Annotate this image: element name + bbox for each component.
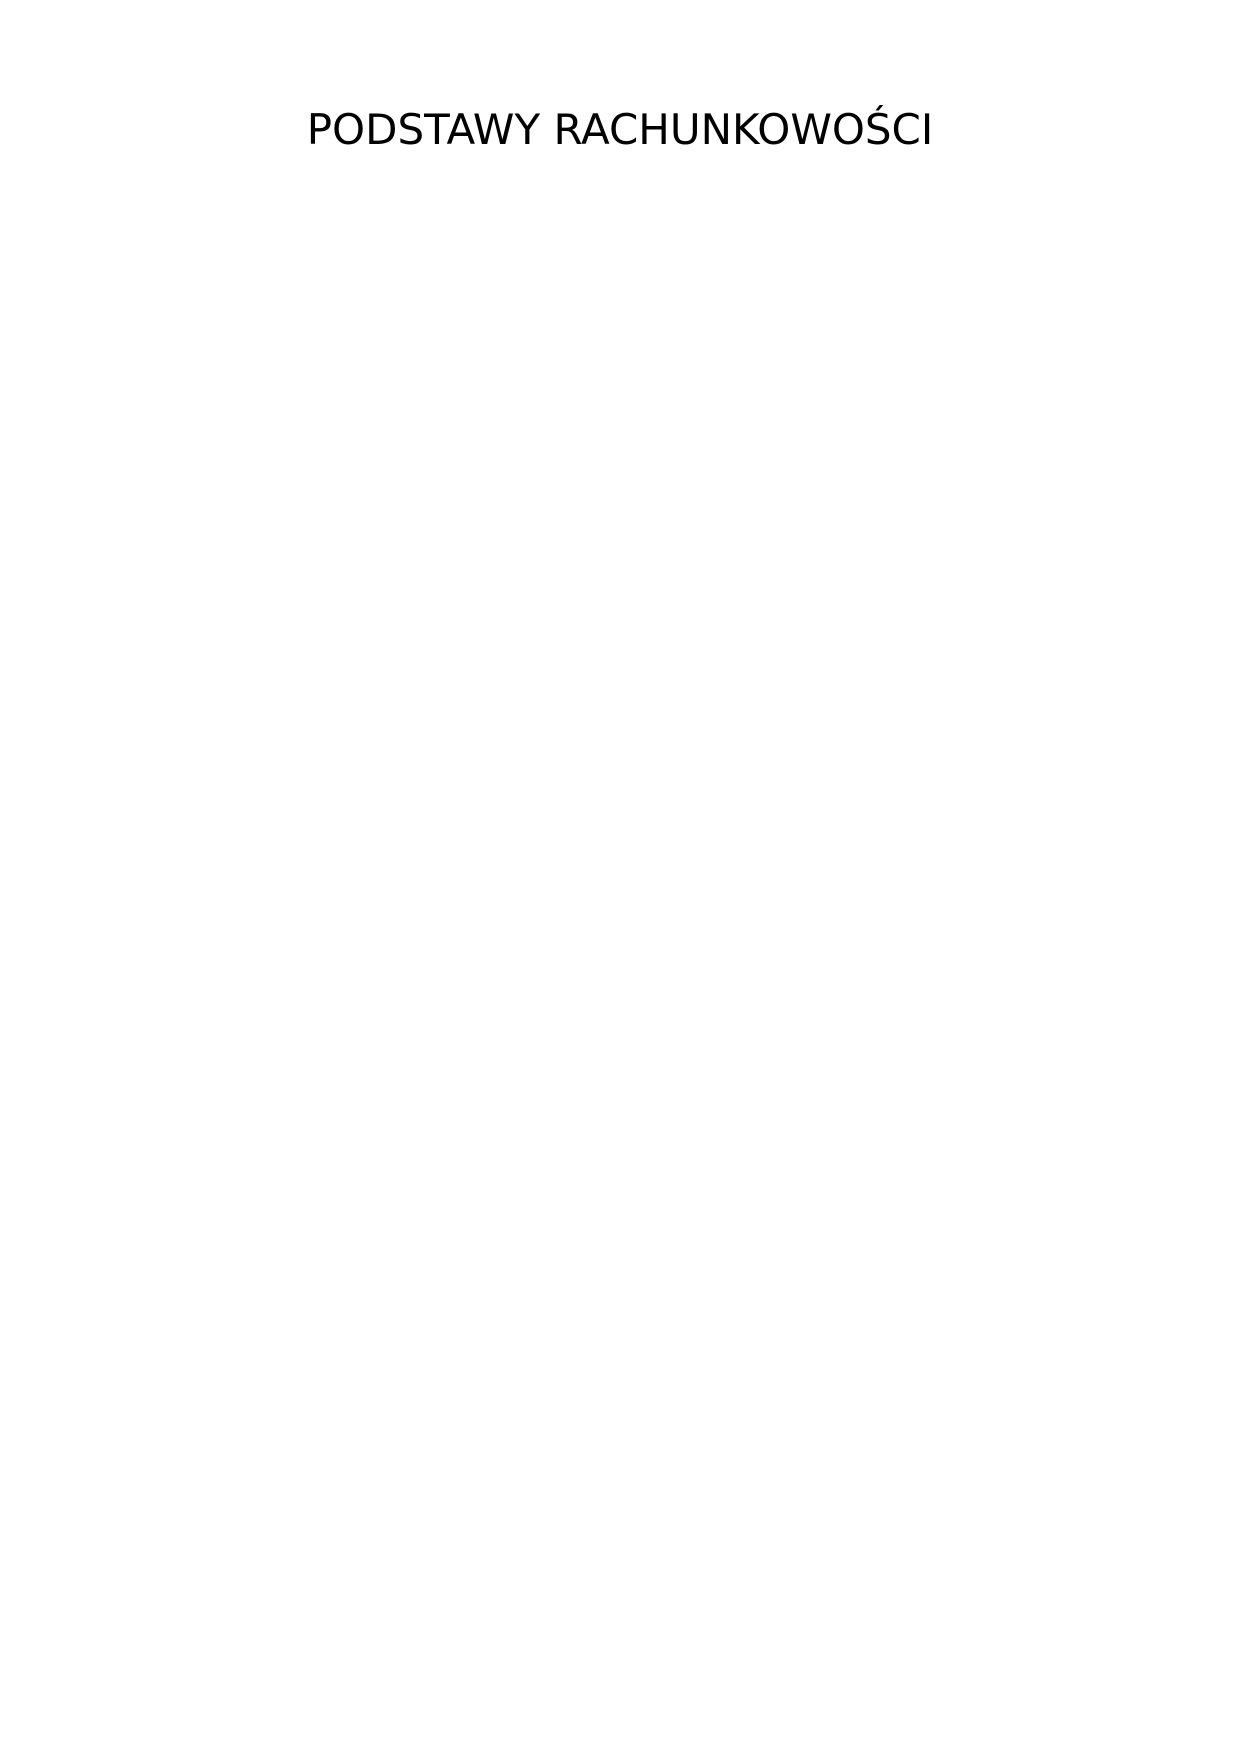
page-title: PODSTAWY RACHUNKOWOŚCI [306, 105, 934, 154]
